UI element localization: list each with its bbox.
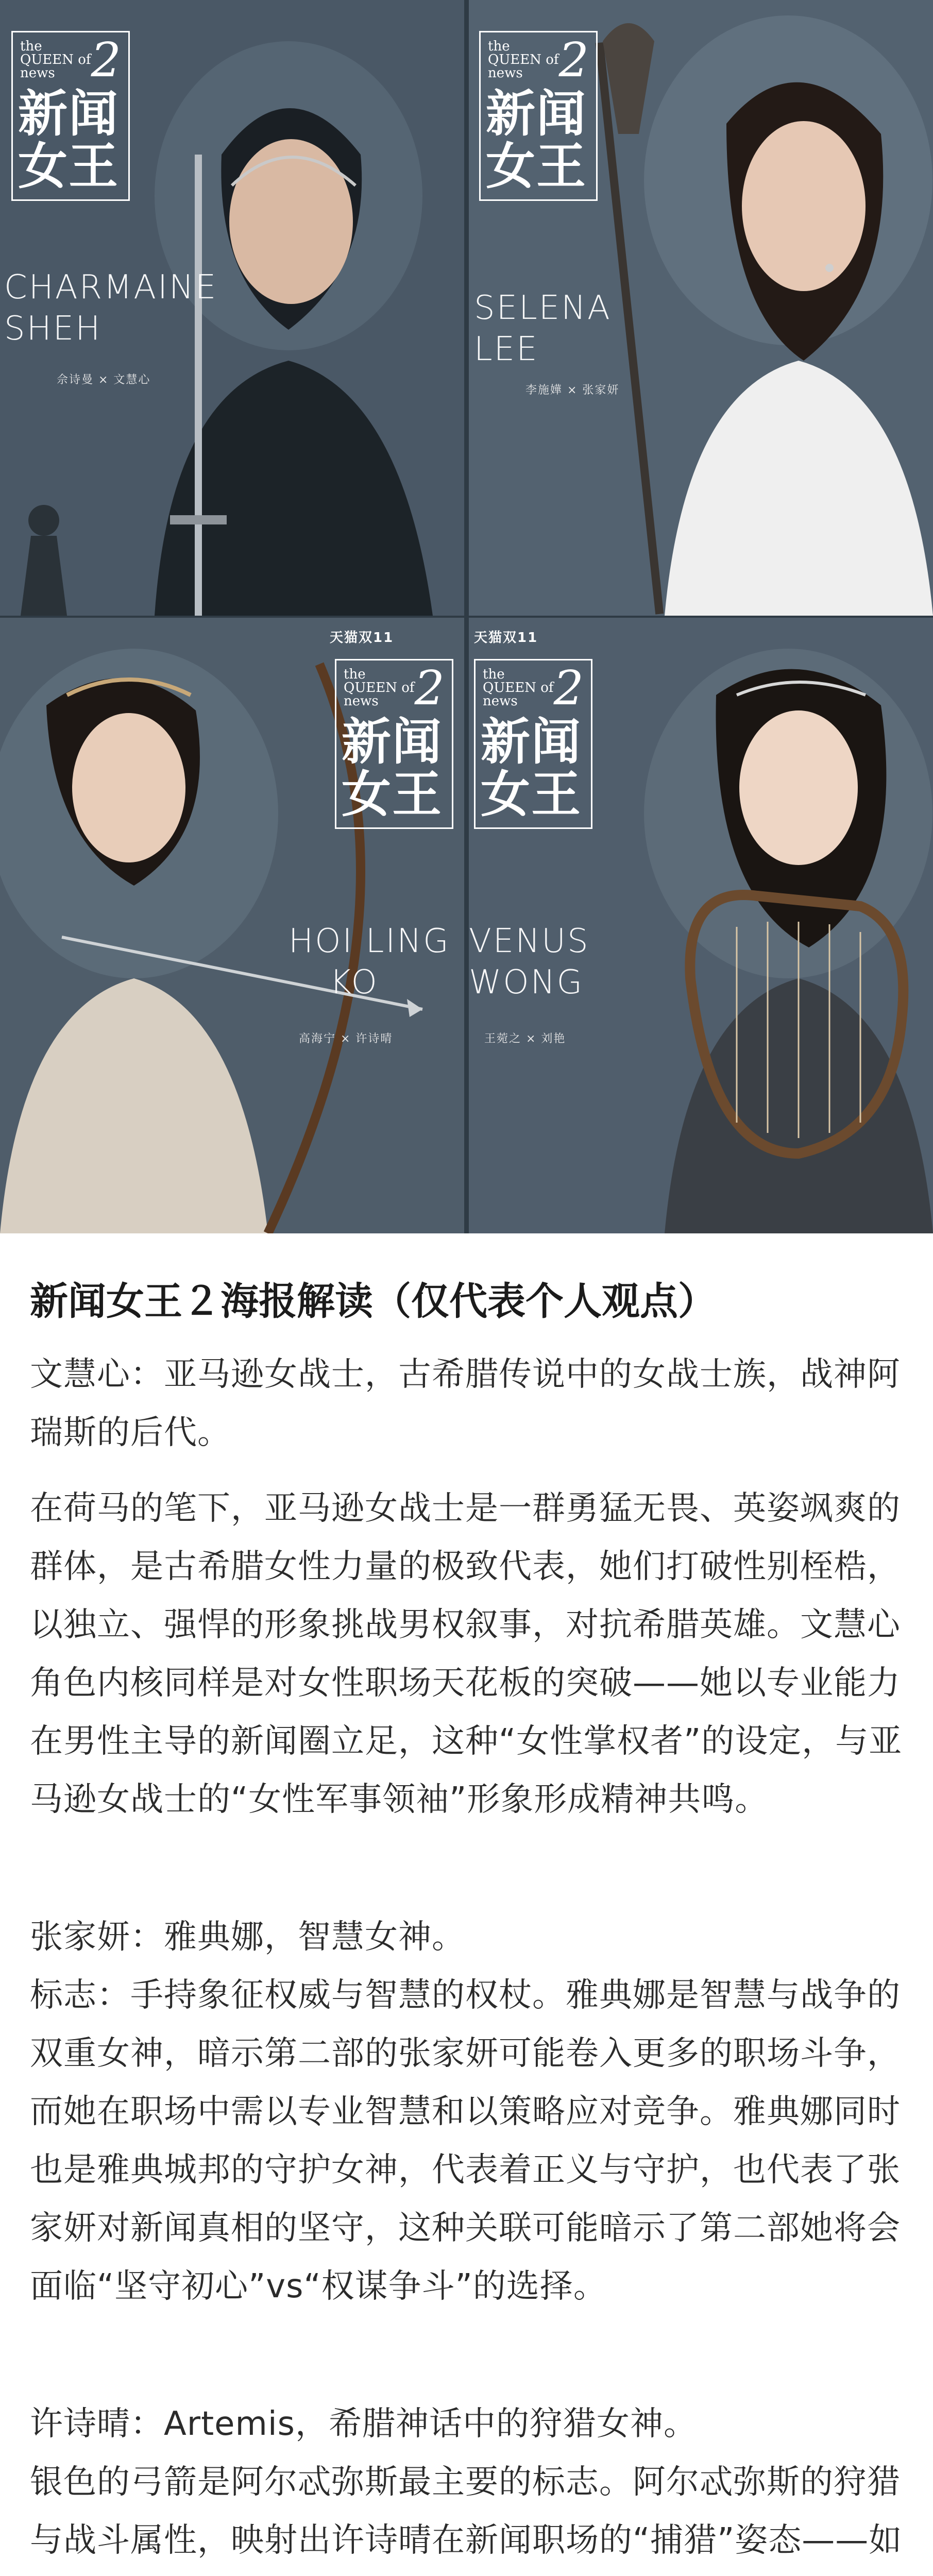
poster-charmaine-sheh[interactable] [0,0,464,616]
show-logo [474,659,592,829]
brand-label: 天猫双11 [474,630,538,646]
actor-name-line2: LEE [474,330,539,368]
paragraph-artemis-analysis: 银色的弓箭是阿尔忒弥斯最主要的标志。阿尔忒弥斯的狩猎与战斗属性，映射出许诗晴在新闻职场的“捕猎”姿态——如 [30,2463,903,2560]
logo-english-title: the QUEEN of news [483,667,554,709]
logo-chinese-title-line2: 女王 [18,137,119,195]
article-title: 新闻女王２海报解读（仅代表个人观点） [30,1279,716,1324]
paragraph-amazon-analysis: 在荷马的笔下，亚马逊女战士是一群勇猛无畏、英姿飒爽的群体，是古希腊女性力量的极致代表，她们打破性别桎梏，以独立、强悍的形象挑战男权叙事，对抗希腊英雄。文慧心角色内核同样是对女性职场天花板的突破——她以专业能力在男性主导的新闻圈立足，这种“女性掌权者”的设定，与亚马逊女战士的“女性军事领袖”形象形成精神共鸣。 [30,1489,903,1819]
actor-name-line2: KO [330,963,379,1002]
role-caption: 高海宁 × 许诗晴 [299,1032,393,1045]
logo-english-title: the QUEEN of news [344,667,415,709]
paragraph-artemis-intro: 许诗晴：Artemis，希腊神话中的狩猎女神。 [30,2405,698,2443]
logo-number: 2 [558,32,589,88]
logo-number: 2 [414,660,445,716]
logo-chinese-title-line2: 女王 [481,765,582,823]
actor-name-line1: VENUS [469,922,590,960]
role-caption: 王菀之 × 刘艳 [484,1032,566,1045]
poster-grid [0,0,933,1233]
logo-chinese-title-line2: 女王 [486,137,587,195]
logo-chinese-title-line1: 新闻 [18,84,119,143]
poster-venus-wong[interactable] [469,618,933,1233]
paragraph-athena-intro: 张家妍：雅典娜，智慧女神。 [30,1918,465,1956]
logo-number: 2 [553,660,584,716]
actor-name-line2: SHEH [4,310,102,348]
paragraph-amazon-intro: 文慧心：亚马逊女战士，古希腊传说中的女战士族，战神阿瑞斯的后代。 [30,1355,901,1452]
role-caption: 李施嬅 × 张家妍 [525,384,620,397]
poster-selena-lee[interactable] [469,0,933,616]
poster-hoi-ling-ko[interactable] [0,618,464,1233]
logo-english-title: the QUEEN of news [20,39,91,81]
actor-name-line2: WONG [469,963,584,1002]
show-logo [479,31,598,201]
role-caption: 佘诗曼 × 文慧心 [57,374,151,386]
show-logo [11,31,130,201]
article-body [0,1233,933,2576]
logo-chinese-title-line1: 新闻 [342,713,443,771]
logo-chinese-title-line2: 女王 [342,765,443,823]
show-logo [335,659,453,829]
actor-name-line1: HOI LING [289,922,450,960]
paragraph-athena-analysis: 标志：手持象征权威与智慧的权杖。雅典娜是智慧与战争的双重女神，暗示第二部的张家妍可能卷入更多的职场斗争，而她在职场中需以专业智慧和以策略应对竞争。雅典娜同时也是雅典城邦的守护女神，代表着正义与守护，也代表了张家妍对新闻真相的坚守，这种关联可能暗示了第二部她将会面临“坚守初心”vs“权谋争斗”的选择。 [30,1976,901,2306]
logo-english-title: the QUEEN of news [488,39,559,81]
actor-name-line1: CHARMAINE [4,268,218,307]
brand-label: 天猫双11 [330,630,394,646]
logo-chinese-title-line1: 新闻 [481,713,582,771]
logo-chinese-title-line1: 新闻 [486,84,587,143]
actor-name-line1: SELENA [474,289,612,327]
logo-number: 2 [91,32,121,88]
